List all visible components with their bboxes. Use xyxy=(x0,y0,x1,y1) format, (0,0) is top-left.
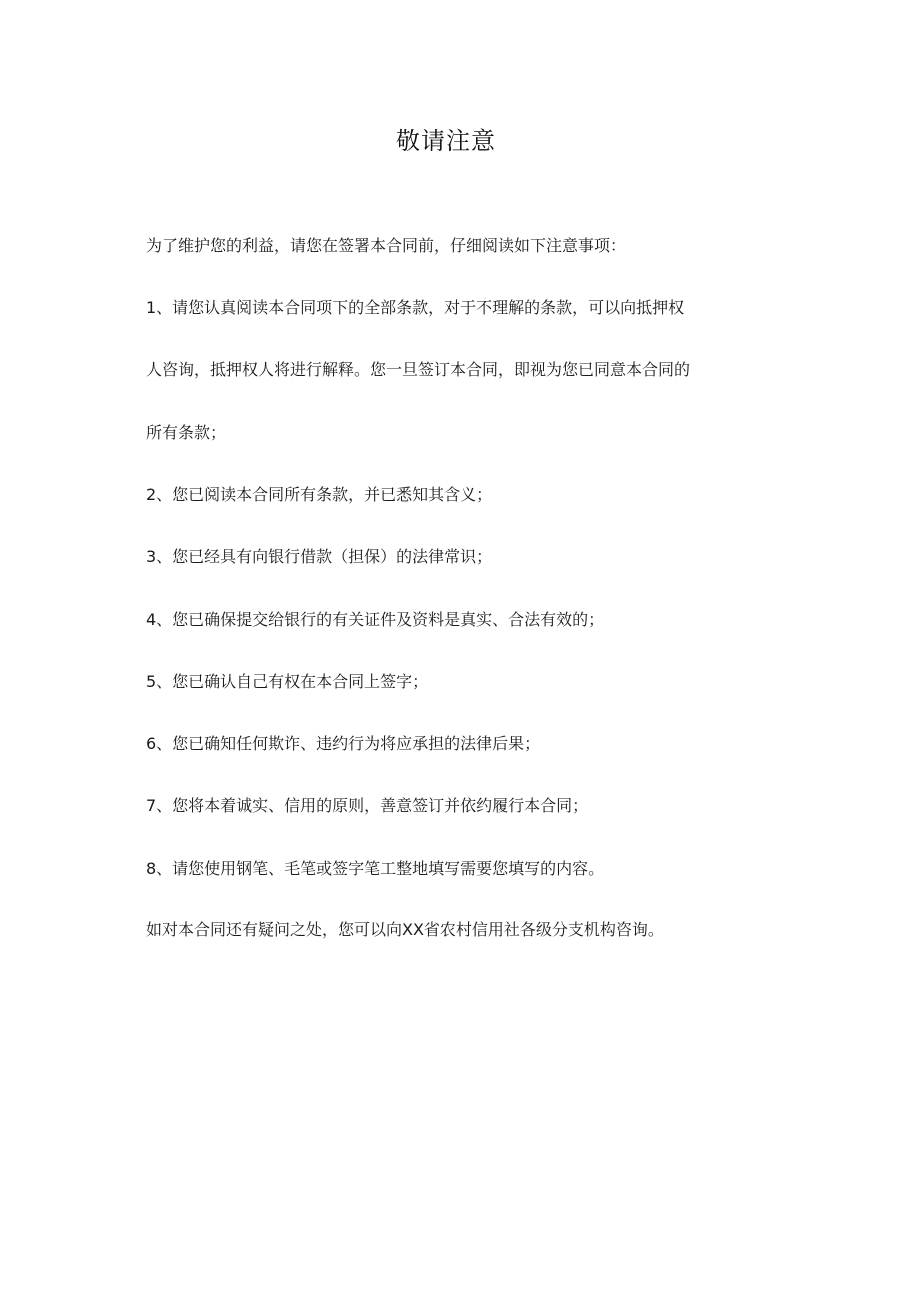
notice-item-8: 8、请您使用钢笔、毛笔或签字笔工整地填写需要您填写的内容。 xyxy=(146,859,605,878)
notice-item-6: 6、您已确知任何欺诈、违约行为将应承担的法律后果； xyxy=(146,734,541,753)
notice-item-2: 2、您已阅读本合同所有条款，并已悉知其含义； xyxy=(146,485,493,504)
notice-item-1-line-2: 人咨询，抵押权人将进行解释。您一旦签订本合同，即视为您已同意本合同的 xyxy=(146,360,691,379)
page-title: 敬请注意 xyxy=(396,127,496,155)
notice-item-1-line-1: 1、请您认真阅读本合同项下的全部条款，对于不理解的条款，可以向抵押权 xyxy=(146,298,685,317)
notice-item-7: 7、您将本着诚实、信用的原则，善意签订并依约履行本合同； xyxy=(146,796,589,815)
notice-item-1-line-3: 所有条款； xyxy=(146,423,227,442)
notice-item-5: 5、您已确认自己有权在本合同上签字； xyxy=(146,672,429,691)
intro-paragraph: 为了维护您的利益，请您在签署本合同前，仔细阅读如下注意事项： xyxy=(146,236,627,255)
closing-paragraph: 如对本合同还有疑问之处，您可以向XX省农村信用社各级分支机构咨询。 xyxy=(146,920,664,939)
notice-item-4: 4、您已确保提交给银行的有关证件及资料是真实、合法有效的； xyxy=(146,610,605,629)
notice-item-3: 3、您已经具有向银行借款（担保）的法律常识； xyxy=(146,547,493,566)
